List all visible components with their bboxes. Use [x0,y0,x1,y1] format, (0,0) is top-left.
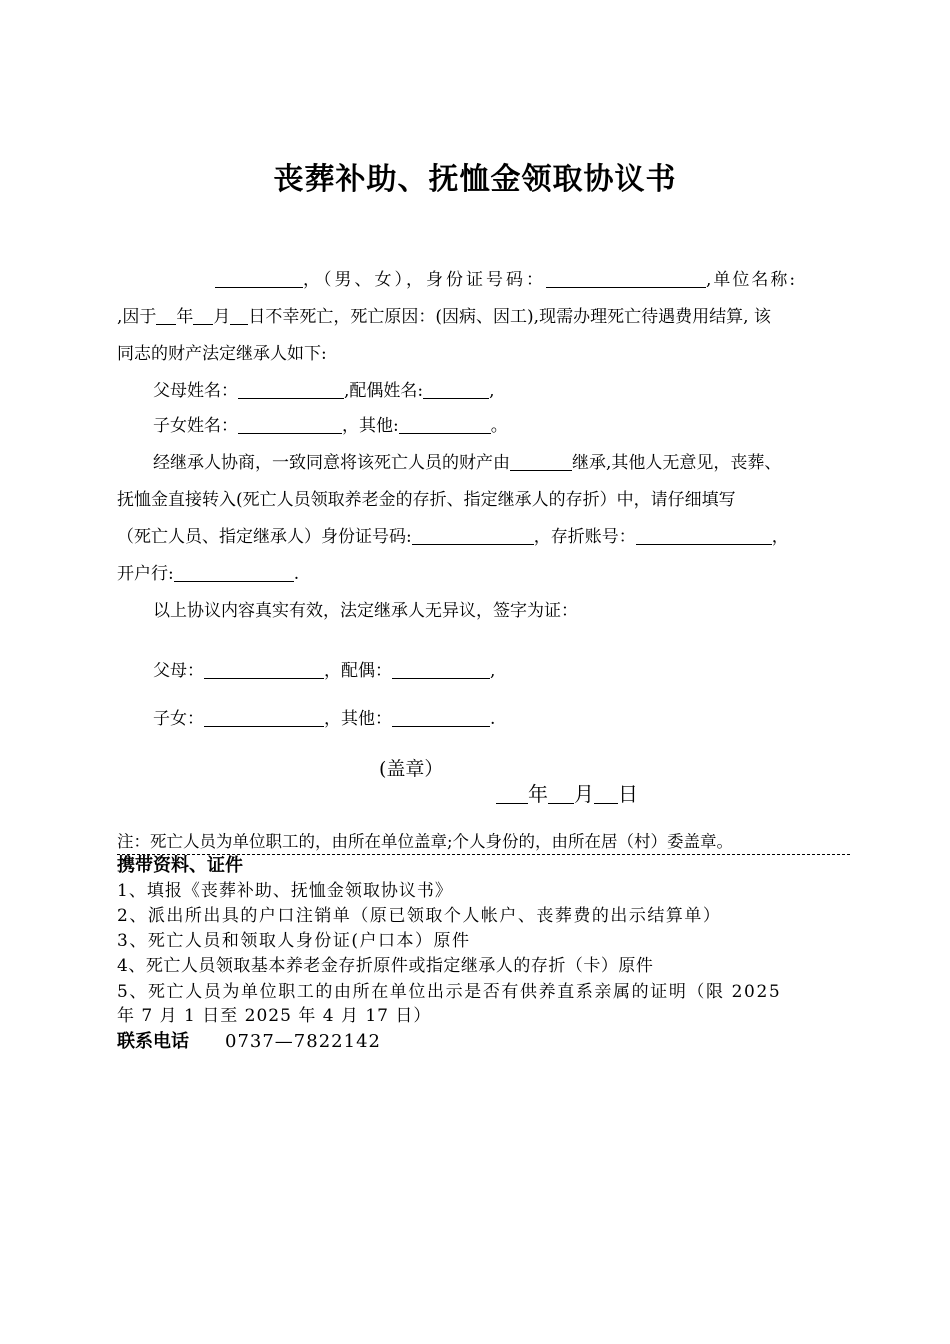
document-title: 丧葬补助、抚恤金领取协议书 [273,162,677,197]
comma: , [490,661,496,681]
date-line [496,782,638,806]
account-blank [636,526,772,545]
gender-id-label: ，（男、女），身份证号码： [303,270,546,290]
materials-item-3: 3、死亡人员和领取人身份证(户口本）原件 [117,931,471,951]
other-signature-label: ，其他： [324,709,392,729]
seal-label: (盖章） [379,758,444,780]
period: . [293,564,300,584]
transfer-text: 抚恤金直接转入(死亡人员领取养老金的存折、指定继承人的存折）中，请仔细填写 [117,490,736,510]
parents-spouse-line [153,379,495,403]
agreement-text-b: 继承,其他人无意见，丧葬、 [572,453,782,473]
contact-line [117,1030,381,1054]
spouse-signature-label: ，配偶： [324,661,392,681]
month-label: 月 [213,307,231,327]
body-line-7 [117,488,736,512]
children-signature-blank [204,708,324,727]
bank-label: 开户行: [117,564,174,584]
other-signature-blank [392,708,490,727]
body-line-10 [153,599,578,623]
materials-item-1: 1、填报《丧葬补助、抚恤金领取协议书》 [117,881,453,901]
id-number-label: （死亡人员、指定继承人）身份证号码: [117,527,412,547]
date-day-label: 日 [618,782,638,806]
unit-name-label: ,单位名称: [706,270,798,290]
period: 。 [490,416,508,436]
comma: ， [771,527,789,547]
year-label: 年 [176,307,194,327]
death-date-prefix: ,因于 [117,307,157,327]
contact-phone: 0737—7822142 [225,1031,381,1052]
date-month-blank [548,785,574,804]
materials-item-2: 2、派出所出具的户口注销单（原已领取个人帐户、丧葬费的出示结算单） [117,906,722,926]
date-year-blank [496,785,528,804]
parents-name-blank [238,380,344,399]
name-blank [215,269,303,288]
contact-label: 联系电话 [117,1031,189,1052]
parents-signature-label: 父母： [153,661,204,681]
year-blank [156,306,176,325]
body-line-8 [117,525,789,549]
bank-blank [174,563,294,582]
parents-name-label: 父母姓名： [153,381,238,401]
date-year-label: 年 [528,782,548,806]
note-text: 注：死亡人员为单位职工的，由所在单位盖章;个人身份的，由所在居（村）委盖章。 [117,832,734,851]
date-day-blank [594,785,618,804]
body-line-3 [117,342,327,366]
body-line-1 [215,268,797,292]
day-blank [230,306,248,325]
other-name-label: ，其他: [342,416,399,436]
id-number-blank [546,269,706,288]
body-line-2 [117,305,771,329]
signature-line-2 [153,707,495,731]
children-signature-label: 子女： [153,709,204,729]
materials-item-5: 5、死亡人员为单位职工的由所在单位出示是否有供养直系亲属的证明（限 2025 [117,982,782,1002]
spouse-name-label: ,配偶姓名: [344,381,424,401]
spouse-signature-blank [392,660,490,679]
period: . [490,709,496,729]
spouse-name-blank [423,380,489,399]
materials-heading: 携带资料、证件 [117,855,243,876]
materials-item-5-cont: 年 7 月 1 日至 2025 年 4 月 17 日） [117,1006,432,1026]
agreement-text-a: 经继承人协商，一致同意将该死亡人员的财产由 [153,453,510,473]
children-name-label: 子女姓名： [153,416,238,436]
body-line-6 [153,451,781,475]
comma: , [489,381,495,401]
signature-line-1 [153,659,495,683]
death-cause-text: 日不幸死亡，死亡原因：(因病、因工),现需办理死亡待遇费用结算, 该 [248,307,771,327]
heir-id-blank [412,526,534,545]
date-month-label: 月 [574,782,594,806]
heir-blank [510,452,572,471]
account-label: ，存折账号： [533,527,636,547]
children-other-line [153,414,508,438]
body-line-9 [117,562,299,586]
heirs-intro: 同志的财产法定继承人如下: [117,344,327,364]
children-name-blank [238,415,342,434]
declaration-text: 以上协议内容真实有效，法定继承人无异议，签字为证： [153,601,578,621]
materials-item-4: 4、死亡人员领取基本养老金存折原件或指定继承人的存折（卡）原件 [117,956,654,976]
other-name-blank [399,415,491,434]
month-blank [193,306,213,325]
parents-signature-blank [204,660,324,679]
